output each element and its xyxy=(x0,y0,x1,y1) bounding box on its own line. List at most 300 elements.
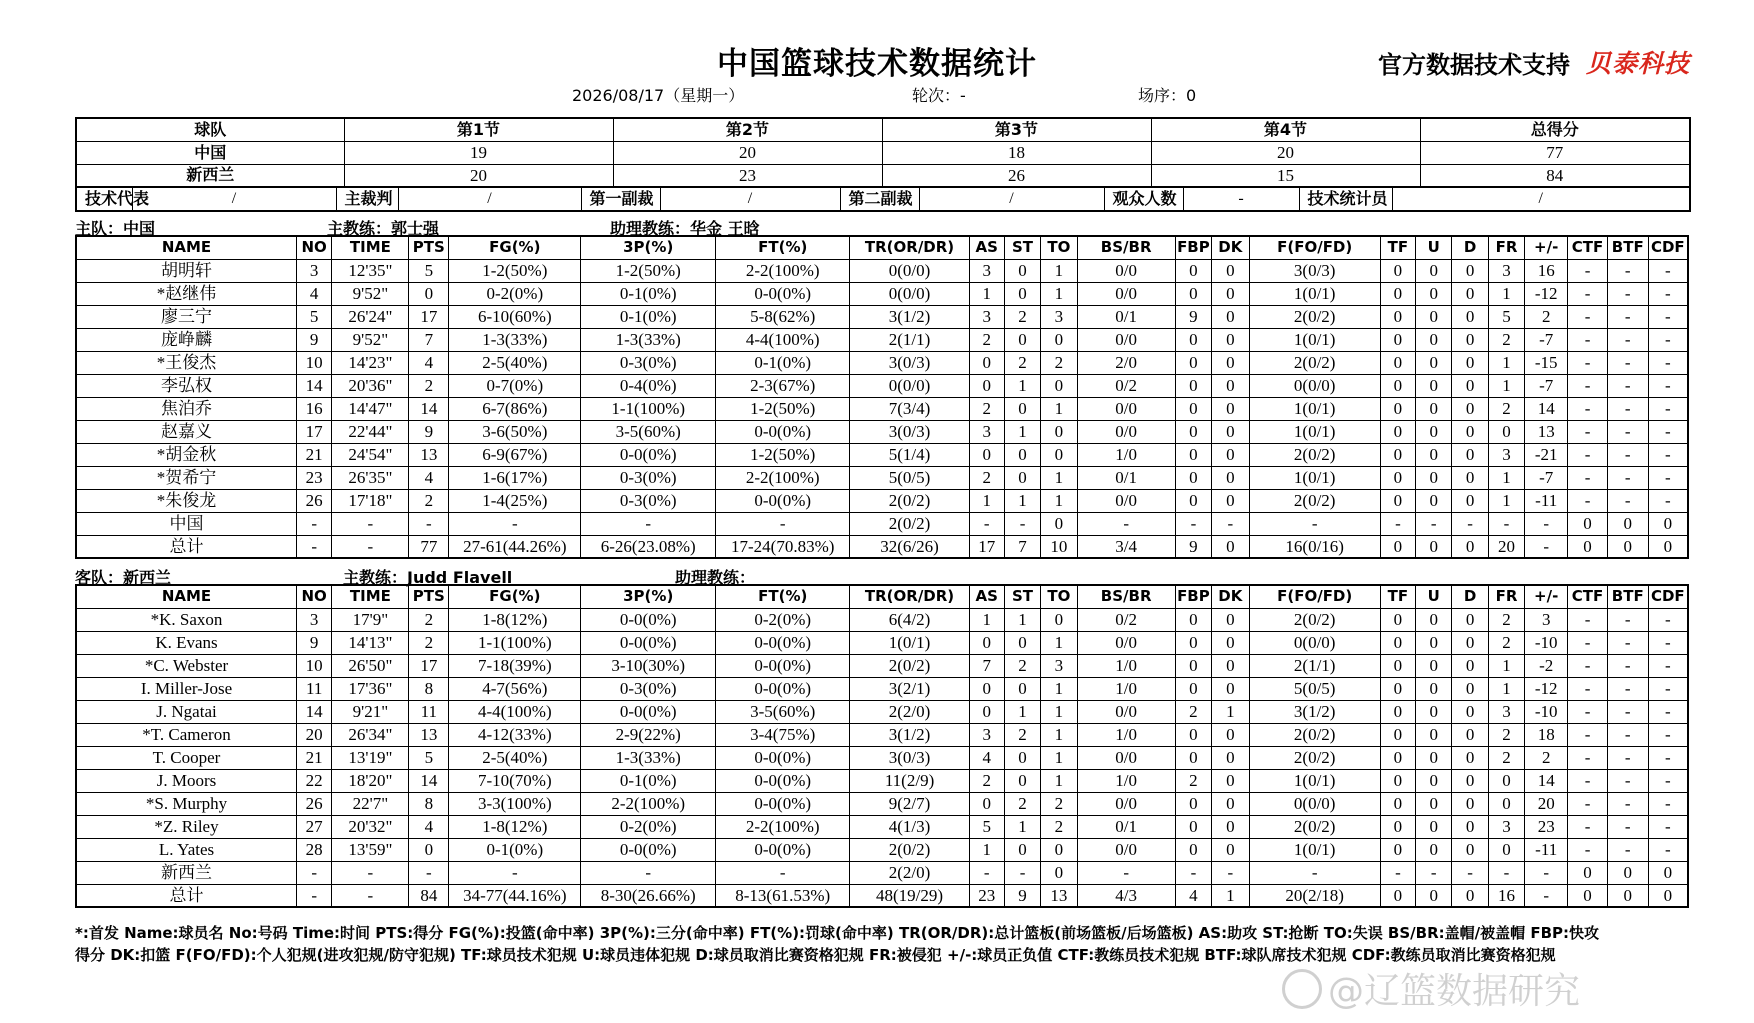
stat-cell: 2 xyxy=(969,769,1004,792)
stat-cell: 0 xyxy=(1452,466,1488,489)
stat-cell: 2 xyxy=(1041,351,1077,374)
away-team-label: 客队：新西兰 xyxy=(75,568,172,587)
stat-cell: 0 xyxy=(1380,420,1415,443)
stat-cell: 17 xyxy=(409,305,449,328)
stat-cell: - xyxy=(1004,512,1040,535)
stat-cell: 0 xyxy=(1212,746,1249,769)
stat-cell: 2-3(67%) xyxy=(715,374,850,397)
stat-cell: 0 xyxy=(1452,769,1488,792)
stat-cell: 0/1 xyxy=(1077,466,1175,489)
home-stats-header-row xyxy=(76,236,1688,259)
stat-cell: 0 xyxy=(1212,397,1249,420)
game-order: 场序：0 xyxy=(1138,86,1197,105)
stat-cell: 0 xyxy=(1380,282,1415,305)
score-row xyxy=(76,141,1690,164)
stat-cell: 6(4/2) xyxy=(850,608,969,631)
stats-header-cell: BTF xyxy=(1607,585,1648,608)
official-value: / xyxy=(1392,187,1690,211)
stat-cell: - xyxy=(1380,512,1415,535)
stat-cell: - xyxy=(1568,792,1608,815)
stat-cell: 0 xyxy=(1175,608,1211,631)
stat-cell: 0 xyxy=(1380,351,1415,374)
stat-cell: 28 xyxy=(297,838,332,861)
stat-cell: - xyxy=(1607,443,1648,466)
score-cell: 77 xyxy=(1420,141,1690,164)
stat-cell: 0 xyxy=(1380,815,1415,838)
stat-cell: 2(1/1) xyxy=(850,328,969,351)
stat-cell: 0 xyxy=(1452,654,1488,677)
stats-header-cell: PTS xyxy=(409,585,449,608)
score-header-row xyxy=(76,118,1690,141)
stat-cell: 0 xyxy=(1380,792,1415,815)
stat-cell: 0 xyxy=(1004,631,1040,654)
stat-cell: 6-26(23.08%) xyxy=(581,535,716,558)
stat-cell: - xyxy=(1607,397,1648,420)
stat-cell: 1 xyxy=(969,282,1004,305)
stat-cell: 0 xyxy=(1041,838,1077,861)
stat-cell: 0(0/0) xyxy=(850,282,969,305)
player-name-cell: *胡金秋 xyxy=(76,443,297,466)
stat-cell: 17-24(70.83%) xyxy=(715,535,850,558)
stat-cell: - xyxy=(1212,512,1249,535)
stat-cell: 0 xyxy=(1568,861,1608,884)
stat-cell: - xyxy=(1004,861,1040,884)
stats-header-cell: D xyxy=(1452,236,1488,259)
stat-cell: 0 xyxy=(1212,259,1249,282)
stat-cell: 3-6(50%) xyxy=(449,420,581,443)
stats-header-cell: NO xyxy=(297,236,332,259)
stat-cell: - xyxy=(1648,443,1688,466)
player-name-cell: 中国 xyxy=(76,512,297,535)
stat-cell: - xyxy=(297,512,332,535)
stat-cell: 0 xyxy=(1212,443,1249,466)
stat-cell: 0 xyxy=(1175,815,1211,838)
stat-cell: 0 xyxy=(409,838,449,861)
home-player-row xyxy=(76,535,1688,558)
stat-cell: 14 xyxy=(297,700,332,723)
stat-cell: 0/0 xyxy=(1077,328,1175,351)
stat-cell: 26'35" xyxy=(332,466,409,489)
stat-cell: 3 xyxy=(297,259,332,282)
stat-cell: 1(0/1) xyxy=(1249,282,1380,305)
stat-cell: 0(0/0) xyxy=(850,374,969,397)
stat-cell: 0 xyxy=(1212,677,1249,700)
stat-cell: 0 xyxy=(1568,512,1608,535)
stat-cell: 0-1(0%) xyxy=(449,838,581,861)
stat-cell: 1 xyxy=(1041,397,1077,420)
score-header-cell: 第4节 xyxy=(1151,118,1420,141)
stat-cell: 0 xyxy=(1175,328,1211,351)
stat-cell: 2 xyxy=(1004,654,1040,677)
stat-cell: 84 xyxy=(409,884,449,907)
stats-header-cell: TR(OR/DR) xyxy=(850,236,969,259)
stat-cell: 0 xyxy=(1380,305,1415,328)
stat-cell: 0 xyxy=(1175,282,1211,305)
stat-cell: 0 xyxy=(1212,466,1249,489)
home-player-row xyxy=(76,282,1688,305)
stat-cell: 0-3(0%) xyxy=(581,466,716,489)
stat-cell: 2-2(100%) xyxy=(715,815,850,838)
stat-cell: -7 xyxy=(1525,374,1568,397)
stat-cell: 14 xyxy=(409,769,449,792)
stat-cell: - xyxy=(1648,815,1688,838)
home-player-row xyxy=(76,420,1688,443)
stat-cell: - xyxy=(1607,700,1648,723)
stat-cell: 3(1/2) xyxy=(850,305,969,328)
stat-cell: 1/0 xyxy=(1077,654,1175,677)
stat-cell: - xyxy=(1648,328,1688,351)
player-name-cell: *T. Cameron xyxy=(76,723,297,746)
stat-cell: 2/0 xyxy=(1077,351,1175,374)
stat-cell: 2(0/2) xyxy=(850,838,969,861)
stat-cell: 34-77(44.16%) xyxy=(449,884,581,907)
score-cell: 20 xyxy=(1151,141,1420,164)
stat-cell: 0 xyxy=(969,351,1004,374)
stat-cell: 1-6(17%) xyxy=(449,466,581,489)
stats-header-cell: NO xyxy=(297,585,332,608)
score-team-cell: 新西兰 xyxy=(76,164,344,187)
stat-cell: 17 xyxy=(297,420,332,443)
stat-cell: 1/0 xyxy=(1077,677,1175,700)
stat-cell: 2 xyxy=(1488,328,1524,351)
stat-cell: 0/0 xyxy=(1077,746,1175,769)
player-name-cell: *C. Webster xyxy=(76,654,297,677)
stat-cell: 14 xyxy=(409,397,449,420)
stat-cell: 0 xyxy=(1416,631,1452,654)
stat-cell: - xyxy=(297,861,332,884)
stat-cell: 10 xyxy=(297,351,332,374)
stat-cell: 2 xyxy=(969,397,1004,420)
stat-cell: - xyxy=(1568,746,1608,769)
stat-cell: 1-4(25%) xyxy=(449,489,581,512)
stat-cell: 17 xyxy=(409,654,449,677)
stat-cell: - xyxy=(1648,700,1688,723)
stat-cell: 0-1(0%) xyxy=(581,282,716,305)
stat-cell: 8 xyxy=(409,792,449,815)
stat-cell: 24'54" xyxy=(332,443,409,466)
stat-cell: 3/4 xyxy=(1077,535,1175,558)
stat-cell: 1-1(100%) xyxy=(449,631,581,654)
stat-cell: 0 xyxy=(1452,884,1488,907)
stat-cell: 1(0/1) xyxy=(850,631,969,654)
stat-cell: 2 xyxy=(1004,351,1040,374)
stat-cell: 0 xyxy=(1416,746,1452,769)
stat-cell: 23 xyxy=(297,466,332,489)
stat-cell: 2 xyxy=(1004,792,1040,815)
stat-cell: 1 xyxy=(1041,746,1077,769)
stat-cell: - xyxy=(1648,259,1688,282)
stat-cell: 2 xyxy=(1488,397,1524,420)
stat-cell: - xyxy=(1648,608,1688,631)
stat-cell: 0 xyxy=(1175,351,1211,374)
stat-cell: 22 xyxy=(297,769,332,792)
stat-cell: - xyxy=(1648,631,1688,654)
stat-cell: 3 xyxy=(969,723,1004,746)
stat-cell: 17 xyxy=(969,535,1004,558)
stat-cell: 2 xyxy=(409,489,449,512)
stat-cell: - xyxy=(1607,769,1648,792)
stat-cell: 0-0(0%) xyxy=(581,838,716,861)
stat-cell: 1-2(50%) xyxy=(581,259,716,282)
stat-cell: 0 xyxy=(1452,282,1488,305)
stat-cell: 3 xyxy=(1488,443,1524,466)
stat-cell: - xyxy=(1568,723,1608,746)
stat-cell: 0 xyxy=(1004,328,1040,351)
stat-cell: -10 xyxy=(1525,700,1568,723)
stat-cell: 2(0/2) xyxy=(1249,351,1380,374)
stat-cell: 5 xyxy=(969,815,1004,838)
stat-cell: 0-2(0%) xyxy=(715,608,850,631)
official-value: / xyxy=(919,187,1104,211)
stat-cell: 0 xyxy=(1416,420,1452,443)
stat-cell: 3(1/2) xyxy=(1249,700,1380,723)
stat-cell: 9 xyxy=(297,631,332,654)
stat-cell: - xyxy=(1525,535,1568,558)
home-player-row xyxy=(76,466,1688,489)
stat-cell: 1 xyxy=(969,608,1004,631)
stat-cell: 0 xyxy=(1452,815,1488,838)
stat-cell: 0 xyxy=(1175,466,1211,489)
stat-cell: 3(0/3) xyxy=(850,420,969,443)
stat-cell: -11 xyxy=(1525,489,1568,512)
stat-cell: - xyxy=(1077,512,1175,535)
stat-cell: 1 xyxy=(969,489,1004,512)
stat-cell: 2 xyxy=(1004,723,1040,746)
stat-cell: 0 xyxy=(1212,792,1249,815)
home-player-row xyxy=(76,443,1688,466)
stat-cell: 0 xyxy=(969,677,1004,700)
stat-cell: 0-0(0%) xyxy=(715,838,850,861)
stat-cell: 1(0/1) xyxy=(1249,328,1380,351)
stats-header-cell: TO xyxy=(1041,585,1077,608)
stat-cell: 0 xyxy=(1416,259,1452,282)
stat-cell: 0 xyxy=(1212,769,1249,792)
stat-cell: 6-7(86%) xyxy=(449,397,581,420)
stat-cell: 0 xyxy=(1416,654,1452,677)
score-header-cell: 球队 xyxy=(76,118,344,141)
stat-cell: 0 xyxy=(1041,328,1077,351)
stat-cell: 3-10(30%) xyxy=(581,654,716,677)
player-name-cell: J. Moors xyxy=(76,769,297,792)
stat-cell: 0 xyxy=(1212,489,1249,512)
stat-cell: 2(0/2) xyxy=(1249,443,1380,466)
stat-cell: 1 xyxy=(1041,282,1077,305)
stat-cell: 0(0/0) xyxy=(1249,374,1380,397)
stat-cell: 4-4(100%) xyxy=(449,700,581,723)
stat-cell: 0 xyxy=(1175,420,1211,443)
stat-cell: 0 xyxy=(1004,443,1040,466)
stat-cell: - xyxy=(1212,861,1249,884)
stat-cell: - xyxy=(1380,861,1415,884)
score-cell: 84 xyxy=(1420,164,1690,187)
stat-cell: 9(2/7) xyxy=(850,792,969,815)
stat-cell: 27 xyxy=(297,815,332,838)
stat-cell: 0 xyxy=(1452,420,1488,443)
stat-cell: 0 xyxy=(1212,608,1249,631)
score-cell: 20 xyxy=(613,141,882,164)
stat-cell: - xyxy=(1568,282,1608,305)
stat-cell: 0 xyxy=(1212,328,1249,351)
stat-cell: 0(0/0) xyxy=(850,259,969,282)
away-coach: 主教练：Judd Flavell xyxy=(343,568,513,587)
stat-cell: - xyxy=(1648,723,1688,746)
stat-cell: - xyxy=(581,861,716,884)
player-name-cell: 新西兰 xyxy=(76,861,297,884)
stat-cell: 0 xyxy=(1212,815,1249,838)
stat-cell: 0/1 xyxy=(1077,815,1175,838)
stat-cell: 10 xyxy=(297,654,332,677)
official-value: / xyxy=(132,187,336,211)
stat-cell: 1 xyxy=(1041,489,1077,512)
stat-cell: 2-5(40%) xyxy=(449,746,581,769)
stat-cell: 0 xyxy=(1416,677,1452,700)
stat-cell: 0 xyxy=(1416,282,1452,305)
stat-cell: - xyxy=(1648,466,1688,489)
stat-cell: 6-10(60%) xyxy=(449,305,581,328)
stats-header-cell: TR(OR/DR) xyxy=(850,585,969,608)
stat-cell: - xyxy=(1648,374,1688,397)
stat-cell: 0/0 xyxy=(1077,838,1175,861)
stat-cell: - xyxy=(1568,374,1608,397)
stat-cell: 0/0 xyxy=(1077,282,1175,305)
stat-cell: 1-2(50%) xyxy=(715,443,850,466)
stat-cell: - xyxy=(969,861,1004,884)
stat-cell: 2-2(100%) xyxy=(715,466,850,489)
stat-cell: 20 xyxy=(1525,792,1568,815)
stat-cell: 4-4(100%) xyxy=(715,328,850,351)
stat-cell: 2(2/0) xyxy=(850,700,969,723)
stat-cell: 4 xyxy=(969,746,1004,769)
stat-cell: - xyxy=(1607,815,1648,838)
stat-cell: 0 xyxy=(1416,351,1452,374)
stat-cell: 0/0 xyxy=(1077,259,1175,282)
stat-cell: - xyxy=(1568,328,1608,351)
stat-cell: - xyxy=(1525,512,1568,535)
stat-cell: 0 xyxy=(1380,838,1415,861)
stat-cell: 0 xyxy=(1452,374,1488,397)
stat-cell: 0 xyxy=(1175,259,1211,282)
stat-cell: 2 xyxy=(1525,305,1568,328)
stat-cell: - xyxy=(1568,489,1608,512)
stat-cell: 4 xyxy=(409,466,449,489)
stat-cell: 0 xyxy=(1452,746,1488,769)
stat-cell: 0 xyxy=(1380,884,1415,907)
stat-cell: 26'34" xyxy=(332,723,409,746)
stat-cell: 0/0 xyxy=(1077,700,1175,723)
stat-cell: 0-0(0%) xyxy=(581,700,716,723)
score-header-cell: 总得分 xyxy=(1420,118,1690,141)
stat-cell: 0-0(0%) xyxy=(715,677,850,700)
stat-cell: 4(1/3) xyxy=(850,815,969,838)
stat-cell: 7 xyxy=(1004,535,1040,558)
stat-cell: 0 xyxy=(1607,861,1648,884)
stat-cell: - xyxy=(715,512,850,535)
home-player-row xyxy=(76,512,1688,535)
stat-cell: 2(0/2) xyxy=(850,512,969,535)
stat-cell: 0 xyxy=(1380,374,1415,397)
stat-cell: 0 xyxy=(1175,374,1211,397)
official-label: 技术统计员 xyxy=(1299,187,1392,211)
stat-cell: - xyxy=(1452,861,1488,884)
stats-header-cell: PTS xyxy=(409,236,449,259)
stat-cell: 3 xyxy=(1488,815,1524,838)
stat-cell: 7 xyxy=(409,328,449,351)
official-value: / xyxy=(398,187,581,211)
stat-cell: 2-2(100%) xyxy=(715,259,850,282)
stat-cell: - xyxy=(1568,838,1608,861)
stat-cell: - xyxy=(1607,489,1648,512)
stat-cell: 2 xyxy=(409,608,449,631)
stat-cell: 20 xyxy=(1488,535,1524,558)
stat-cell: 22'44" xyxy=(332,420,409,443)
stat-cell: -21 xyxy=(1525,443,1568,466)
stat-cell: 20(2/18) xyxy=(1249,884,1380,907)
stat-cell: 0 xyxy=(1175,397,1211,420)
stat-cell: 4 xyxy=(409,815,449,838)
stat-cell: 0-1(0%) xyxy=(581,769,716,792)
stat-cell: 23 xyxy=(969,884,1004,907)
stat-cell: 3 xyxy=(1488,259,1524,282)
stat-cell: 0 xyxy=(1004,769,1040,792)
stat-cell: - xyxy=(297,535,332,558)
stat-cell: 0 xyxy=(1380,769,1415,792)
stat-cell: 0-0(0%) xyxy=(715,769,850,792)
stats-header-cell: TIME xyxy=(332,585,409,608)
stat-cell: - xyxy=(1607,351,1648,374)
stat-cell: 5 xyxy=(409,746,449,769)
stat-cell: 0-0(0%) xyxy=(715,420,850,443)
official-label: 技术代表 xyxy=(76,187,132,211)
stat-cell: 2 xyxy=(1175,769,1211,792)
home-player-row xyxy=(76,374,1688,397)
stat-cell: 0 xyxy=(1212,374,1249,397)
stat-cell: 0 xyxy=(1380,700,1415,723)
stat-cell: 7-18(39%) xyxy=(449,654,581,677)
stat-cell: 1-3(33%) xyxy=(449,328,581,351)
player-name-cell: *王俊杰 xyxy=(76,351,297,374)
stat-cell: 0/0 xyxy=(1077,397,1175,420)
sponsor-block xyxy=(1378,44,1690,80)
score-cell: 20 xyxy=(344,164,613,187)
home-stats-table xyxy=(75,235,1689,559)
stat-cell: 4 xyxy=(409,351,449,374)
stat-cell: - xyxy=(1648,420,1688,443)
stat-cell: 26 xyxy=(297,792,332,815)
stat-cell: 0-3(0%) xyxy=(581,677,716,700)
stat-cell: 22'7" xyxy=(332,792,409,815)
stat-cell: 0 xyxy=(1175,631,1211,654)
stat-cell: 3-5(60%) xyxy=(715,700,850,723)
home-player-row xyxy=(76,305,1688,328)
stat-cell: - xyxy=(1607,466,1648,489)
page-title: 中国篮球技术数据统计 xyxy=(717,46,1037,82)
officials-table xyxy=(75,186,1691,212)
stat-cell: 20 xyxy=(297,723,332,746)
stat-cell: 0 xyxy=(1175,746,1211,769)
stat-cell: 10 xyxy=(1041,535,1077,558)
stat-cell: 0 xyxy=(1488,838,1524,861)
stat-cell: - xyxy=(1568,443,1608,466)
stat-cell: - xyxy=(1249,861,1380,884)
stat-cell: 2(0/2) xyxy=(1249,608,1380,631)
stat-cell: - xyxy=(1648,746,1688,769)
stat-cell: 13 xyxy=(409,723,449,746)
stat-cell: 0/0 xyxy=(1077,489,1175,512)
home-player-row xyxy=(76,351,1688,374)
sponsor-text: 官方数据技术支持 xyxy=(1377,50,1570,79)
stat-cell: 0 xyxy=(1380,746,1415,769)
stat-cell: 2 xyxy=(1041,815,1077,838)
